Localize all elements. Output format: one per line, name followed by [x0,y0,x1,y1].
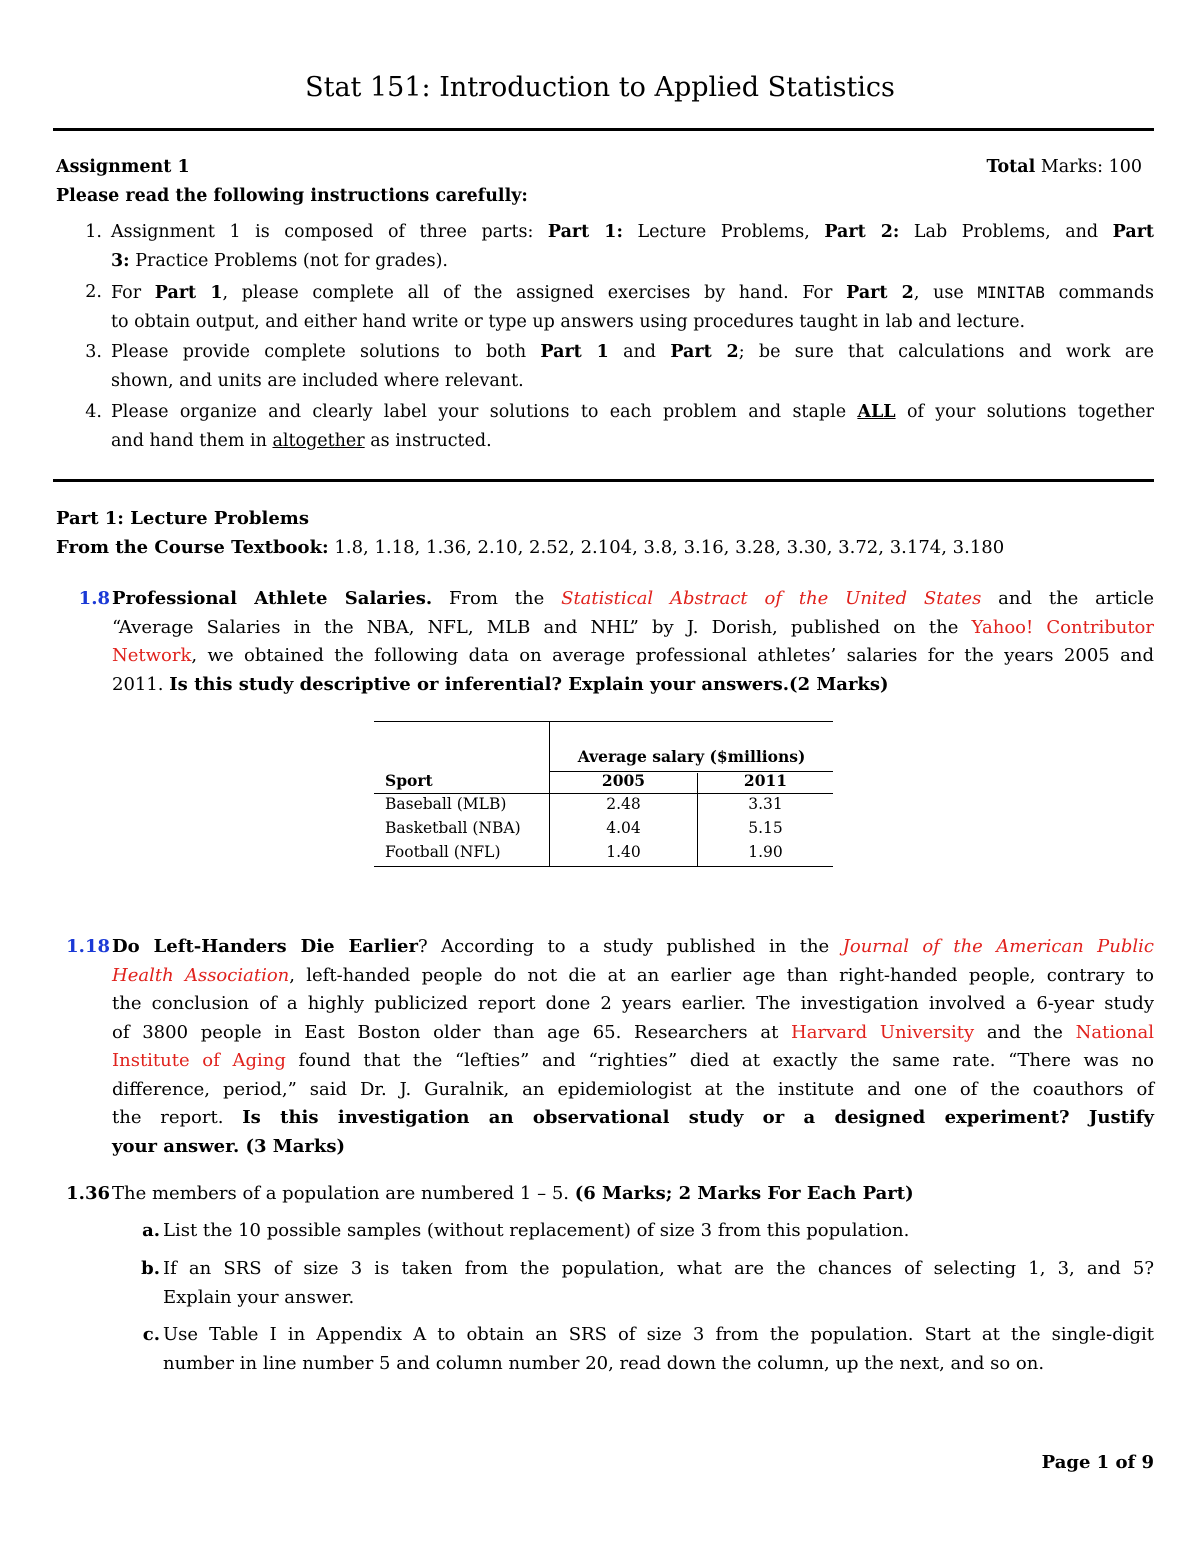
textbook-list: From the Course Textbook: 1.8, 1.18, 1.36, 2.10, 2.52, 2.104, 3.8, 3.16, 3.28, 3.30, 3.72, 3.174, 3.180 [56,537,1005,558]
table-cell-2005: 4.04 [606,819,641,837]
table-header-2011: 2011 [743,771,788,790]
table-top-rule [374,721,833,722]
problem-1-36: The members of a population are numbered 1 – 5. (6 Marks; 2 Marks For Each Part) [112,1183,914,1204]
table-group-header: Average salary ($millions) [577,747,806,766]
problem-1-8: Professional Athlete Salaries. From the Statistical Abstract of the United States and the article “Average Salaries in the NBA, NFL, MLB and NHL” by J. Dorish, published on the Yahoo! Contributor Network, we obtained the following data on average professional athletes’ salaries for the years 2005 and 2011. Is this study descriptive or inferential? Explain your answers.(2 Marks) [112,588,1154,695]
subpart-a: List the 10 possible samples (without replacement) of size 3 from this population. [163,1220,910,1241]
instruction-item: Assignment 1 is composed of three parts: Part 1: Lecture Problems, Part 2: Lab Problems, and Part 3: Practice Problems (not for grades). [111,222,1155,271]
subpart-label-b: b. [141,1258,160,1279]
table-cell-2011: 5.15 [748,819,783,837]
problem-title: Do Left-Handers Die Earlier [112,936,418,957]
item-number: 2. [85,282,102,302]
problem-title: Professional Athlete Salaries. [112,588,433,609]
instruction-item: Please provide complete solutions to both Part 1 and Part 2; be sure that calculations and work are shown, and units are included where relevant. [111,342,1154,391]
subpart-label-a: a. [142,1220,160,1241]
top-divider [53,128,1154,131]
instructions-heading: Please read the following instructions carefully: [56,186,528,206]
table-cell-2005: 1.40 [606,843,641,861]
item-number: 3. [85,342,102,362]
table-cell-2011: 3.31 [748,795,783,813]
table-header-2005: 2005 [601,771,646,790]
table-cell-sport: Football (NFL) [385,843,501,861]
problem-number-1-36: 1.36 [66,1183,110,1204]
part1-heading: Part 1: Lecture Problems [56,508,309,529]
table-cell-2011: 1.90 [748,843,783,861]
subpart-label-c: c. [142,1324,160,1345]
assignment-header [56,153,1154,182]
instruction-item: Please organize and clearly label your solutions to each problem and staple ALL of your solutions together and hand them in altogether as instructed. [111,402,1154,451]
table-cell-2005: 2.48 [606,795,641,813]
item-number: 4. [85,402,102,422]
instruction-item: For Part 1, please complete all of the assigned exercises by hand. For Part 2, use MINITAB commands to obtain output, and either hand write or type up answers using procedures taught in lab and lecture. [111,283,1155,332]
subpart-b: If an SRS of size 3 is taken from the population, what are the chances of selecting 1, 3, and 5? Explain your answer. [163,1258,1154,1308]
table-cell-sport: Baseball (MLB) [385,795,507,813]
problem-1-18: Do Left-Handers Die Earlier? According to a study published in the Journal of the American Public Health Association, left-handed people do not die at an earlier age than right-handed people, contrary to the conclusion of a highly publicized report done 2 years earlier. The investigation involved a 6-year study of 3800 people in East Boston older than age 65. Researchers at Harvard University and the National Institute of Aging found that the “lefties” and “righties” died at exactly the same rate. “There was no difference, period,” said Dr. J. Guralnik, an epidemiologist at the institute and one of the coauthors of the report. Is this investigation an observational study or a designed experiment? Justify your answer. (3 Marks) [112,936,1155,1157]
section-divider [53,479,1154,482]
assignment-name: Assignment 1 [56,157,190,177]
page-number: Page 1 of 9 [1041,1452,1154,1473]
page-title: Stat 151: Introduction to Applied Statistics [305,72,895,103]
item-number: 1. [85,222,102,242]
table-header-sport: Sport [385,771,433,790]
table-bottom-rule [374,866,833,867]
table-cell-sport: Basketball (NBA) [385,819,521,837]
problem-number-1-18: 1.18 [66,936,110,957]
total-marks: Total Marks: 100 [986,157,1142,177]
problem-number-1-8: 1.8 [78,588,110,609]
subpart-c: Use Table I in Appendix A to obtain an SRS of size 3 from the population. Start at the single-digit number in line number 5 and column number 20, read down the column, up the next, and so on. [163,1324,1154,1374]
